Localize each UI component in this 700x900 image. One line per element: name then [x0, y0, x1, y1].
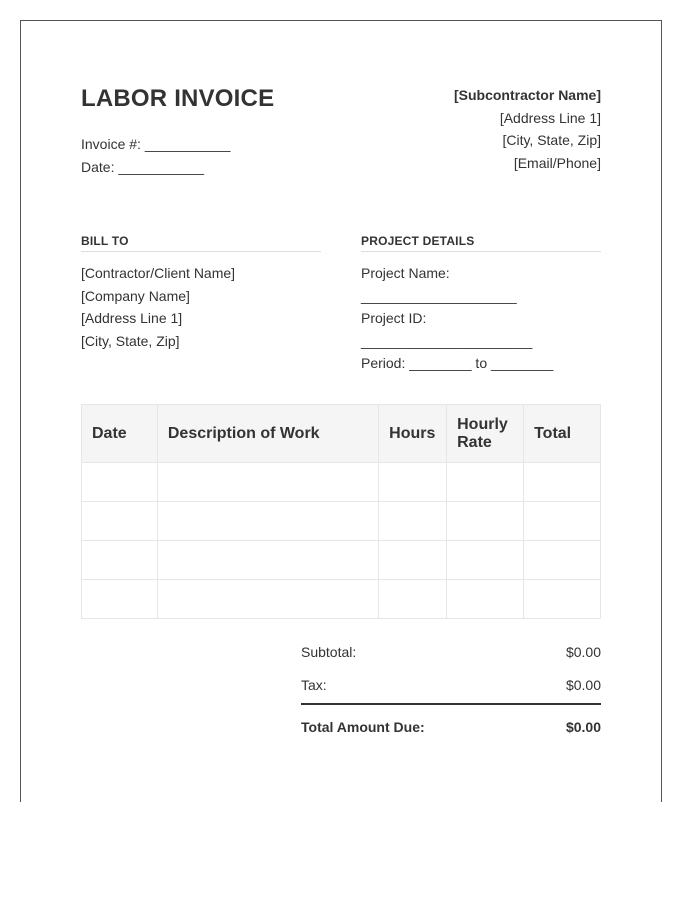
invoice-title: LABOR INVOICE: [81, 85, 275, 112]
invoice-number-line: Invoice #: ___________: [81, 136, 231, 152]
total-due-value: $0.00: [565, 719, 601, 735]
tax-label: Tax:: [301, 677, 327, 693]
table-header-row: [82, 405, 601, 463]
table-cell[interactable]: [524, 463, 601, 502]
column-header-hours: Hours: [379, 405, 447, 463]
table-cell[interactable]: [524, 502, 601, 541]
column-header-hourly-rate: Hourly Rate: [447, 405, 524, 463]
column-header-date: Date: [82, 405, 158, 463]
table-cell[interactable]: [157, 463, 378, 502]
sender-contact: [Email/Phone]: [513, 154, 601, 171]
table-row: [82, 463, 601, 502]
total-due-label: Total Amount Due:: [301, 719, 425, 735]
project-id-label: Project ID:: [361, 310, 427, 326]
table-cell[interactable]: [379, 502, 447, 541]
project-period-line: Period: ________ to ________: [361, 355, 554, 371]
project-details-block: [361, 262, 553, 375]
project-id-blank: ______________________: [361, 332, 533, 349]
table-cell[interactable]: [82, 463, 158, 502]
project-details-heading: PROJECT DETAILS: [361, 234, 601, 252]
project-name-label: Project Name:: [361, 265, 450, 281]
table-cell[interactable]: [157, 502, 378, 541]
table-cell[interactable]: [379, 580, 447, 619]
table-row: [82, 502, 601, 541]
line-items-table: [81, 404, 601, 619]
table-cell[interactable]: [447, 463, 524, 502]
tax-value: $0.00: [565, 677, 601, 693]
sender-address: [Address Line 1]: [499, 109, 601, 126]
table-cell[interactable]: [447, 580, 524, 619]
table-cell[interactable]: [447, 541, 524, 580]
bill-to-city: [City, State, Zip]: [81, 332, 180, 349]
bill-to-block: [81, 262, 235, 352]
table-cell[interactable]: [82, 541, 158, 580]
sender-name: [Subcontractor Name]: [453, 87, 601, 103]
table-cell[interactable]: [524, 580, 601, 619]
subtotal-row: [301, 644, 601, 677]
table-cell[interactable]: [379, 463, 447, 502]
table-cell[interactable]: [379, 541, 447, 580]
subtotal-label: Subtotal:: [301, 644, 357, 660]
tax-row: [301, 677, 601, 703]
totals-divider: [301, 703, 601, 705]
table-row: [82, 580, 601, 619]
invoice-date-line: Date: ___________: [81, 159, 204, 175]
table-cell[interactable]: [82, 502, 158, 541]
table-cell[interactable]: [82, 580, 158, 619]
column-header-description: Description of Work: [157, 405, 378, 463]
bill-to-heading: BILL TO: [81, 234, 321, 252]
bill-to-address: [Address Line 1]: [81, 310, 183, 326]
table-row: [82, 541, 601, 580]
sender-block: [454, 84, 601, 174]
total-due-row: [301, 719, 601, 735]
bill-to-company: [Company Name]: [81, 287, 190, 304]
sender-city: [City, State, Zip]: [502, 132, 601, 148]
table-cell[interactable]: [157, 541, 378, 580]
project-name-blank: ____________________: [361, 287, 517, 304]
subtotal-value: $0.00: [565, 644, 601, 660]
bill-to-client: [Contractor/Client Name]: [81, 265, 236, 281]
totals-block: [301, 644, 601, 735]
table-cell[interactable]: [524, 541, 601, 580]
table-cell[interactable]: [447, 502, 524, 541]
table-cell[interactable]: [157, 580, 378, 619]
column-header-total: Total: [524, 405, 601, 463]
